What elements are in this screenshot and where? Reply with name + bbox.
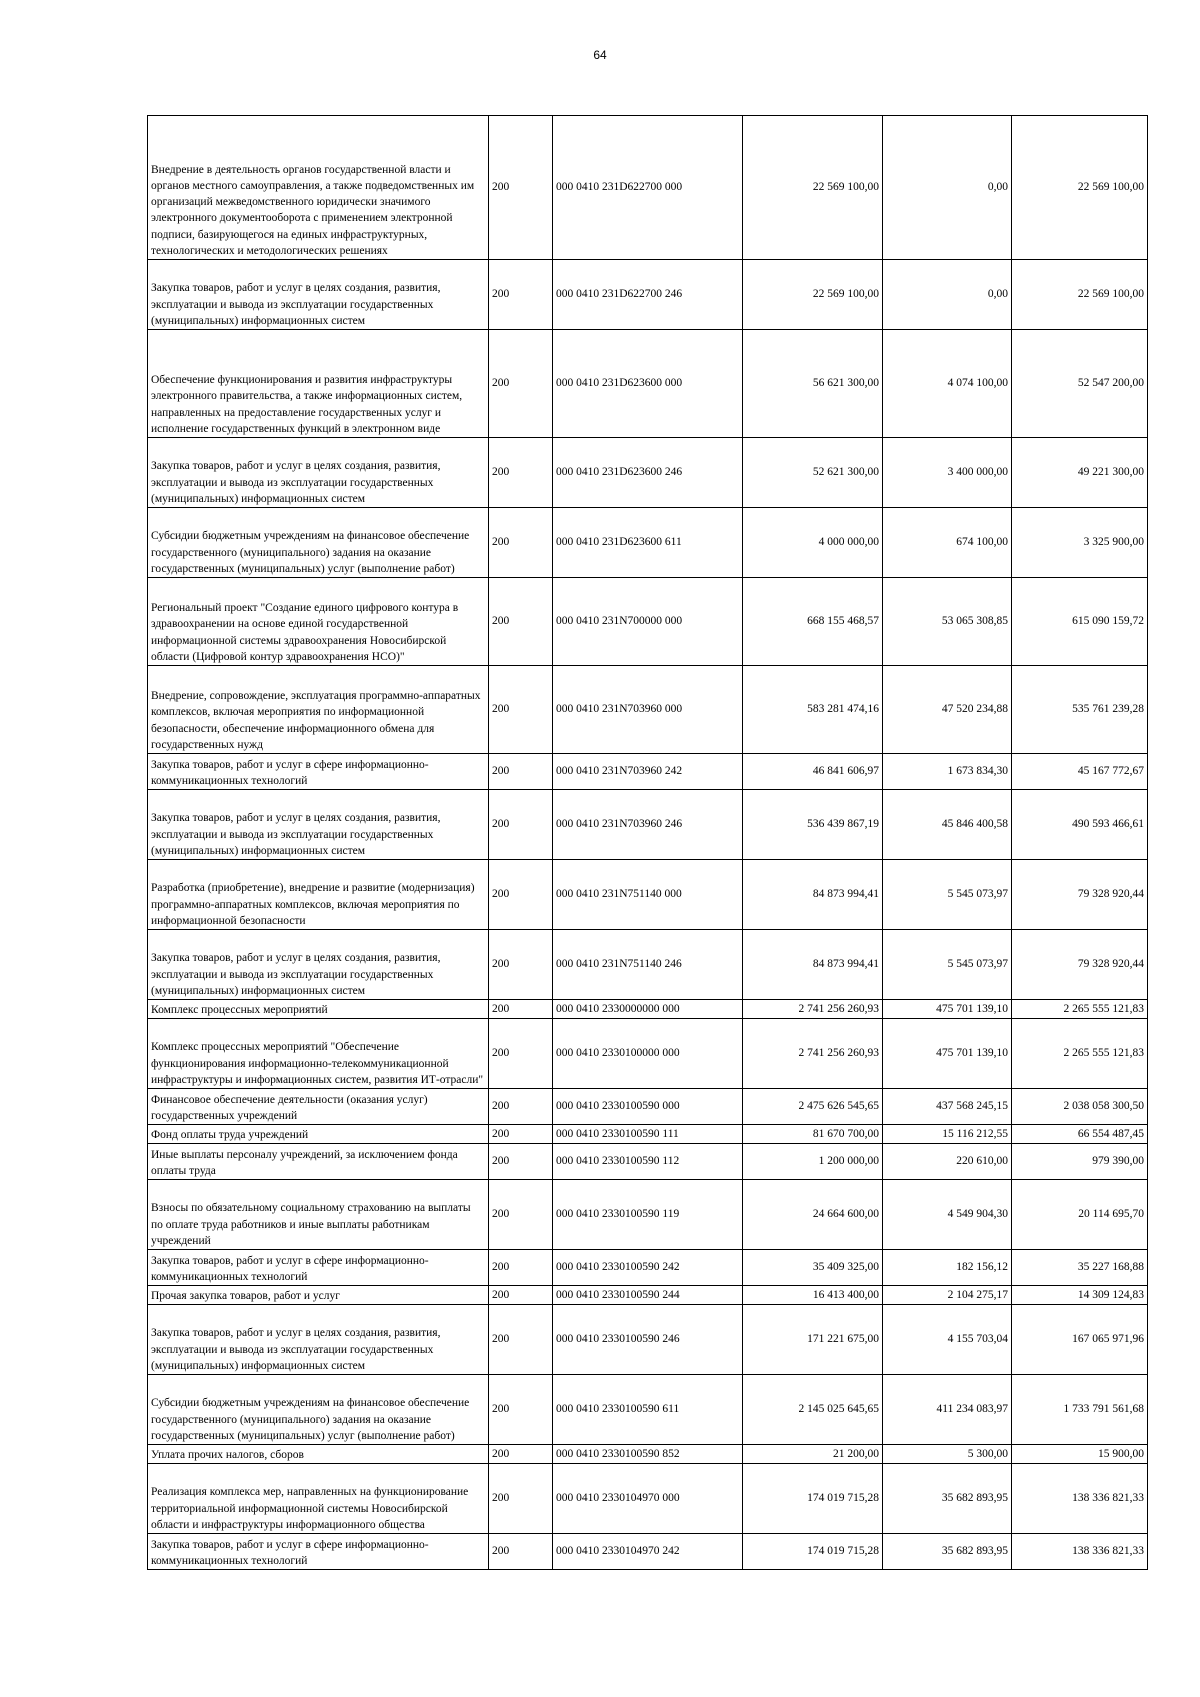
row-approved-amount-cell: 536 439 867,19 [743,790,883,860]
row-approved-amount-cell: 22 569 100,00 [743,260,883,330]
row-admin-code-cell: 200 [489,330,553,438]
row-approved-amount-cell: 2 475 626 545,65 [743,1089,883,1125]
row-remaining-amount-cell: 979 390,00 [1012,1144,1148,1180]
row-remaining-amount-cell: 2 038 058 300,50 [1012,1089,1148,1125]
row-approved-amount-cell: 174 019 715,28 [743,1464,883,1534]
row-budget-code-cell: 000 0410 2330100590 611 [553,1375,743,1445]
table-row [148,1144,1148,1180]
row-executed-amount-cell: 4 155 703,04 [883,1305,1012,1375]
row-budget-code-cell: 000 0410 2330100000 000 [553,1019,743,1089]
row-name-cell: Комплекс процессных мероприятий "Обеспечение функционирования информационно-телекоммуникационной инфраструктуры и информационных систем, развития ИТ-отрасли" [148,1019,489,1089]
row-executed-amount-cell: 4 549 904,30 [883,1180,1012,1250]
row-name-cell: Закупка товаров, работ и услуг в сфере информационно-коммуникационных технологий [148,1250,489,1286]
row-admin-code-cell: 200 [489,1305,553,1375]
row-executed-amount-cell: 220 610,00 [883,1144,1012,1180]
row-executed-amount-cell: 5 545 073,97 [883,860,1012,930]
row-executed-amount-cell: 35 682 893,95 [883,1534,1012,1570]
row-budget-code-cell: 000 0410 231D623600 000 [553,330,743,438]
row-executed-amount-cell: 35 682 893,95 [883,1464,1012,1534]
row-executed-amount-cell: 475 701 139,10 [883,1019,1012,1089]
row-budget-code-cell: 000 0410 231N703960 246 [553,790,743,860]
row-name-cell: Закупка товаров, работ и услуг в целях создания, развития, эксплуатации и вывода из эксплуатации государственных (муниципальных) информационных систем [148,260,489,330]
row-executed-amount-cell: 0,00 [883,116,1012,260]
row-executed-amount-cell: 3 400 000,00 [883,438,1012,508]
row-remaining-amount-cell: 167 065 971,96 [1012,1305,1148,1375]
table-row [148,1305,1148,1375]
row-approved-amount-cell: 81 670 700,00 [743,1125,883,1144]
row-approved-amount-cell: 21 200,00 [743,1445,883,1464]
row-budget-code-cell: 000 0410 231N751140 000 [553,860,743,930]
row-name-cell: Региональный проект "Создание единого цифрового контура в здравоохранении на основе единой государственной информационной системы здравоохранения Новосибирской области (Цифровой контур здравоохранения НСО)" [148,578,489,666]
row-approved-amount-cell: 2 145 025 645,65 [743,1375,883,1445]
row-budget-code-cell: 000 0410 2330000000 000 [553,1000,743,1019]
budget-execution-table [147,115,1148,1570]
row-admin-code-cell: 200 [489,1534,553,1570]
row-remaining-amount-cell: 14 309 124,83 [1012,1286,1148,1305]
row-approved-amount-cell: 2 741 256 260,93 [743,1019,883,1089]
row-approved-amount-cell: 84 873 994,41 [743,860,883,930]
table-row [148,930,1148,1000]
row-executed-amount-cell: 182 156,12 [883,1250,1012,1286]
row-budget-code-cell: 000 0410 2330100590 852 [553,1445,743,1464]
row-executed-amount-cell: 15 116 212,55 [883,1125,1012,1144]
row-admin-code-cell: 200 [489,578,553,666]
table-row [148,1000,1148,1019]
row-remaining-amount-cell: 615 090 159,72 [1012,578,1148,666]
row-name-cell: Субсидии бюджетным учреждениям на финансовое обеспечение государственного (муниципального) задания на оказание государственных (муниципальных) услуг (выполнение работ) [148,1375,489,1445]
row-budget-code-cell: 000 0410 2330100590 000 [553,1089,743,1125]
row-name-cell: Иные выплаты персоналу учреждений, за исключением фонда оплаты труда [148,1144,489,1180]
row-approved-amount-cell: 56 621 300,00 [743,330,883,438]
table-row [148,1180,1148,1250]
row-budget-code-cell: 000 0410 231D623600 246 [553,438,743,508]
row-name-cell: Разработка (приобретение), внедрение и развитие (модернизация) программно-аппаратных комплексов, включая мероприятия по информационной безопасности [148,860,489,930]
row-budget-code-cell: 000 0410 231N703960 242 [553,754,743,790]
table-row [148,1019,1148,1089]
row-executed-amount-cell: 411 234 083,97 [883,1375,1012,1445]
row-remaining-amount-cell: 22 569 100,00 [1012,116,1148,260]
row-admin-code-cell: 200 [489,438,553,508]
row-admin-code-cell: 200 [489,1375,553,1445]
row-budget-code-cell: 000 0410 2330100590 246 [553,1305,743,1375]
row-name-cell: Закупка товаров, работ и услуг в сфере информационно-коммуникационных технологий [148,1534,489,1570]
row-admin-code-cell: 200 [489,860,553,930]
row-approved-amount-cell: 668 155 468,57 [743,578,883,666]
row-remaining-amount-cell: 535 761 239,28 [1012,666,1148,754]
row-admin-code-cell: 200 [489,666,553,754]
row-approved-amount-cell: 1 200 000,00 [743,1144,883,1180]
row-remaining-amount-cell: 35 227 168,88 [1012,1250,1148,1286]
row-name-cell: Закупка товаров, работ и услуг в целях создания, развития, эксплуатации и вывода из эксплуатации государственных (муниципальных) информационных систем [148,1305,489,1375]
row-name-cell: Закупка товаров, работ и услуг в целях создания, развития, эксплуатации и вывода из эксплуатации государственных (муниципальных) информационных систем [148,790,489,860]
row-remaining-amount-cell: 22 569 100,00 [1012,260,1148,330]
row-admin-code-cell: 200 [489,1445,553,1464]
row-budget-code-cell: 000 0410 231N703960 000 [553,666,743,754]
row-remaining-amount-cell: 138 336 821,33 [1012,1534,1148,1570]
table-row [148,1125,1148,1144]
table-row [148,1464,1148,1534]
row-admin-code-cell: 200 [489,1180,553,1250]
row-name-cell: Фонд оплаты труда учреждений [148,1125,489,1144]
row-admin-code-cell: 200 [489,1000,553,1019]
row-approved-amount-cell: 174 019 715,28 [743,1534,883,1570]
row-executed-amount-cell: 45 846 400,58 [883,790,1012,860]
row-admin-code-cell: 200 [489,260,553,330]
table-row [148,1534,1148,1570]
row-approved-amount-cell: 583 281 474,16 [743,666,883,754]
table-row [148,330,1148,438]
row-name-cell: Уплата прочих налогов, сборов [148,1445,489,1464]
row-executed-amount-cell: 53 065 308,85 [883,578,1012,666]
row-name-cell: Комплекс процессных мероприятий [148,1000,489,1019]
row-remaining-amount-cell: 52 547 200,00 [1012,330,1148,438]
row-budget-code-cell: 000 0410 231D622700 246 [553,260,743,330]
table-row [148,1250,1148,1286]
row-budget-code-cell: 000 0410 2330104970 242 [553,1534,743,1570]
table-row [148,860,1148,930]
row-remaining-amount-cell: 1 733 791 561,68 [1012,1375,1148,1445]
row-executed-amount-cell: 437 568 245,15 [883,1089,1012,1125]
table-row [148,578,1148,666]
row-budget-code-cell: 000 0410 2330104970 000 [553,1464,743,1534]
row-executed-amount-cell: 0,00 [883,260,1012,330]
row-executed-amount-cell: 4 074 100,00 [883,330,1012,438]
row-approved-amount-cell: 2 741 256 260,93 [743,1000,883,1019]
row-admin-code-cell: 200 [489,1125,553,1144]
row-approved-amount-cell: 22 569 100,00 [743,116,883,260]
row-budget-code-cell: 000 0410 231N751140 246 [553,930,743,1000]
row-approved-amount-cell: 52 621 300,00 [743,438,883,508]
row-budget-code-cell: 000 0410 2330100590 111 [553,1125,743,1144]
page-number: 64 [593,48,607,62]
row-name-cell: Внедрение в деятельность органов государственной власти и органов местного самоуправления, а также подведомственных им организаций межведомственного юридически значимого электронного документооборота с применением электронной подписи, базирующегося на единых инфраструктурных, технологических и методологических решениях [148,116,489,260]
row-remaining-amount-cell: 45 167 772,67 [1012,754,1148,790]
row-remaining-amount-cell: 79 328 920,44 [1012,860,1148,930]
row-admin-code-cell: 200 [489,1019,553,1089]
row-name-cell: Внедрение, сопровождение, эксплуатация программно-аппаратных комплексов, включая мероприятия по информационной безопасности, обеспечение информационного обмена для государственных нужд [148,666,489,754]
row-name-cell: Прочая закупка товаров, работ и услуг [148,1286,489,1305]
table-row [148,260,1148,330]
row-name-cell: Закупка товаров, работ и услуг в сфере информационно-коммуникационных технологий [148,754,489,790]
row-admin-code-cell: 200 [489,754,553,790]
row-remaining-amount-cell: 79 328 920,44 [1012,930,1148,1000]
table-row [148,754,1148,790]
row-name-cell: Финансовое обеспечение деятельности (оказания услуг) государственных учреждений [148,1089,489,1125]
table-row [148,666,1148,754]
table-row [148,116,1148,260]
row-executed-amount-cell: 2 104 275,17 [883,1286,1012,1305]
row-approved-amount-cell: 46 841 606,97 [743,754,883,790]
row-approved-amount-cell: 4 000 000,00 [743,508,883,578]
row-executed-amount-cell: 47 520 234,88 [883,666,1012,754]
row-remaining-amount-cell: 3 325 900,00 [1012,508,1148,578]
row-admin-code-cell: 200 [489,1144,553,1180]
row-executed-amount-cell: 1 673 834,30 [883,754,1012,790]
table-row [148,508,1148,578]
row-name-cell: Обеспечение функционирования и развития инфраструктуры электронного правительства, а также информационных систем, направленных на предоставление государственных услуг и исполнение государственных функций в электронном виде [148,330,489,438]
row-approved-amount-cell: 84 873 994,41 [743,930,883,1000]
row-remaining-amount-cell: 20 114 695,70 [1012,1180,1148,1250]
row-admin-code-cell: 200 [489,790,553,860]
row-approved-amount-cell: 35 409 325,00 [743,1250,883,1286]
row-name-cell: Взносы по обязательному социальному страхованию на выплаты по оплате труда работников и иные выплаты работникам учреждений [148,1180,489,1250]
row-remaining-amount-cell: 15 900,00 [1012,1445,1148,1464]
row-admin-code-cell: 200 [489,1250,553,1286]
row-remaining-amount-cell: 66 554 487,45 [1012,1125,1148,1144]
table-row [148,1445,1148,1464]
row-executed-amount-cell: 5 300,00 [883,1445,1012,1464]
row-budget-code-cell: 000 0410 2330100590 112 [553,1144,743,1180]
row-name-cell: Закупка товаров, работ и услуг в целях создания, развития, эксплуатации и вывода из эксплуатации государственных (муниципальных) информационных систем [148,438,489,508]
row-budget-code-cell: 000 0410 231D622700 000 [553,116,743,260]
row-executed-amount-cell: 5 545 073,97 [883,930,1012,1000]
row-name-cell: Закупка товаров, работ и услуг в целях создания, развития, эксплуатации и вывода из эксплуатации государственных (муниципальных) информационных систем [148,930,489,1000]
row-executed-amount-cell: 674 100,00 [883,508,1012,578]
table-row [148,1286,1148,1305]
row-budget-code-cell: 000 0410 2330100590 119 [553,1180,743,1250]
row-admin-code-cell: 200 [489,1089,553,1125]
row-remaining-amount-cell: 490 593 466,61 [1012,790,1148,860]
table-row [148,790,1148,860]
row-remaining-amount-cell: 2 265 555 121,83 [1012,1019,1148,1089]
table-row [148,1089,1148,1125]
row-approved-amount-cell: 16 413 400,00 [743,1286,883,1305]
row-budget-code-cell: 000 0410 2330100590 244 [553,1286,743,1305]
row-remaining-amount-cell: 49 221 300,00 [1012,438,1148,508]
row-admin-code-cell: 200 [489,508,553,578]
row-admin-code-cell: 200 [489,116,553,260]
table-row [148,1375,1148,1445]
row-budget-code-cell: 000 0410 2330100590 242 [553,1250,743,1286]
row-budget-code-cell: 000 0410 231N700000 000 [553,578,743,666]
row-remaining-amount-cell: 2 265 555 121,83 [1012,1000,1148,1019]
row-name-cell: Реализация комплекса мер, направленных на функционирование территориальной информационной системы Новосибирской области и инфраструктуры информационного общества [148,1464,489,1534]
row-approved-amount-cell: 24 664 600,00 [743,1180,883,1250]
row-executed-amount-cell: 475 701 139,10 [883,1000,1012,1019]
row-name-cell: Субсидии бюджетным учреждениям на финансовое обеспечение государственного (муниципального) задания на оказание государственных (муниципальных) услуг (выполнение работ) [148,508,489,578]
row-admin-code-cell: 200 [489,1286,553,1305]
row-admin-code-cell: 200 [489,1464,553,1534]
row-admin-code-cell: 200 [489,930,553,1000]
row-budget-code-cell: 000 0410 231D623600 611 [553,508,743,578]
table-row [148,438,1148,508]
row-remaining-amount-cell: 138 336 821,33 [1012,1464,1148,1534]
row-approved-amount-cell: 171 221 675,00 [743,1305,883,1375]
